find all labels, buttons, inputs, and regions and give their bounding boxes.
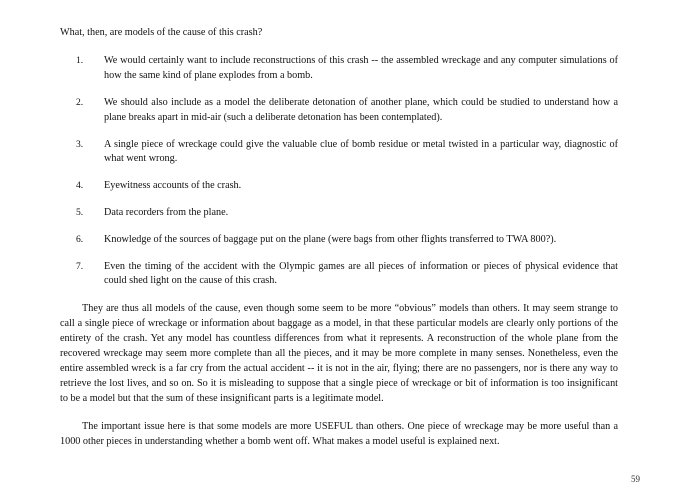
list-item-marker: 1. [76,55,84,67]
list-item-text: Eyewitness accounts of the crash. [104,180,242,192]
list-item-text: A single piece of wreckage could give the valuable clue of bomb residue or metal twisted in a particular way, diagnostic of what went wrong. [104,138,618,165]
list-item [60,206,618,221]
list-item [60,138,618,168]
list-item-text: Data recorders from the plane. [104,206,229,218]
body-paragraph-1: They are thus all models of the cause, even though some seem to be more “obvious” models than others. It may seem strange to call a single piece of wreckage or information about baggage as a model, in that these particular models are clearly only portions of the entirety of the crash. Yet any model has countless differences from what it represents. A reconstruction of the whole plane from the recovered wreckage may seem more complete than all the pieces, and it may be more complete in many senses. Nonetheless, even the entire assembled wreck is a far cry from the actual accident -- it is not in the air, flying; there are no passengers, nor is there any way to retrieve the lost lives, and so on. So it is misleading to suppose that a single piece of wreckage or bit of information is too insignificant to be a model but that the sum of these insignificant parts is a legitimate model. [60,303,618,404]
list-item-marker: 2. [76,97,84,109]
body-paragraph-2: The important issue here is that some models are more USEFUL than others. One piece of wreckage may be more useful than a 1000 other pieces in understanding whether a bomb went off. What makes a model useful is explained next. [60,420,618,447]
list-item-marker: 6. [76,233,84,245]
list-item [60,260,618,290]
page-number: 59 [631,474,640,484]
lead-question: What, then, are models of the cause of this crash? [60,27,263,38]
list-item [60,179,618,194]
list-item-text: We should also include as a model the deliberate detonation of another plane, which could be studied to understand how a plane breaks apart in mid-air (such a deliberate detonation has been contemplated). [104,97,618,123]
list-item [60,54,618,84]
list-item-marker: 5. [76,206,84,218]
list-item-marker: 4. [76,180,84,192]
list-item-text: We would certainly want to include reconstructions of this crash -- the assembled wreckage and any computer simulations of how the same kind of plane explodes from a bomb. [104,55,618,82]
list-item-text: Even the timing of the accident with the Olympic games are all pieces of information or pieces of physical evidence that could shed light on the cause of this crash. [104,260,618,287]
list-item-marker: 7. [76,260,84,272]
list-item-marker: 3. [76,138,84,150]
list-item [60,233,618,248]
list-item [60,96,618,126]
list-item-text: Knowledge of the sources of baggage put on the plane (were bags from other flights transferred to TWA 800?). [104,233,557,245]
numbered-list [60,54,618,289]
